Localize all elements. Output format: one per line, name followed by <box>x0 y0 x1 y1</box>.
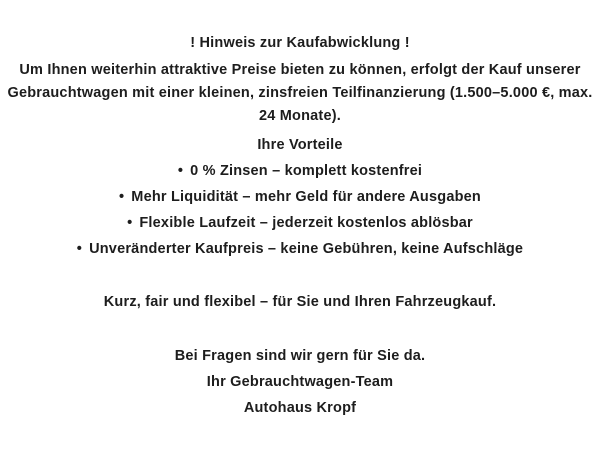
benefit-item <box>2 184 598 210</box>
signature-company: Autohaus Kropf <box>243 400 357 416</box>
benefits-list <box>2 158 598 262</box>
benefit-text: Flexible Laufzeit – jederzeit kostenlos ablösbar <box>139 215 473 231</box>
intro-paragraph: Um Ihnen weiterhin attraktive Preise bieten zu können, erfolgt der Kauf unserer Gebrauchtwagen mit einer kleinen, zinsfreien Teilfinanzierung (1.500–5.000 €, max. 24 Monate). <box>7 62 593 124</box>
summary-line: Kurz, fair und flexibel – für Sie und Ihren Fahrzeugkauf. <box>103 294 497 310</box>
benefit-item <box>2 158 598 184</box>
contact-line: Bei Fragen sind wir gern für Sie da. <box>174 348 426 364</box>
benefit-item <box>2 210 598 236</box>
benefit-text: 0 % Zinsen – komplett kostenfrei <box>190 163 423 179</box>
benefits-heading: Ihre Vorteile <box>257 137 343 153</box>
signature-team: Ihr Gebrauchtwagen-Team <box>206 374 394 390</box>
bullet-icon: • <box>119 189 125 205</box>
bullet-icon: • <box>177 163 184 179</box>
benefit-text: Unveränderter Kaufpreis – keine Gebühren, keine Aufschläge <box>89 241 524 257</box>
bullet-icon: • <box>127 215 133 231</box>
benefit-text: Mehr Liquidität – mehr Geld für andere Ausgaben <box>131 189 481 205</box>
benefit-item <box>2 236 598 262</box>
page-title: ! Hinweis zur Kaufabwicklung ! <box>190 35 410 51</box>
bullet-icon: • <box>76 241 83 257</box>
